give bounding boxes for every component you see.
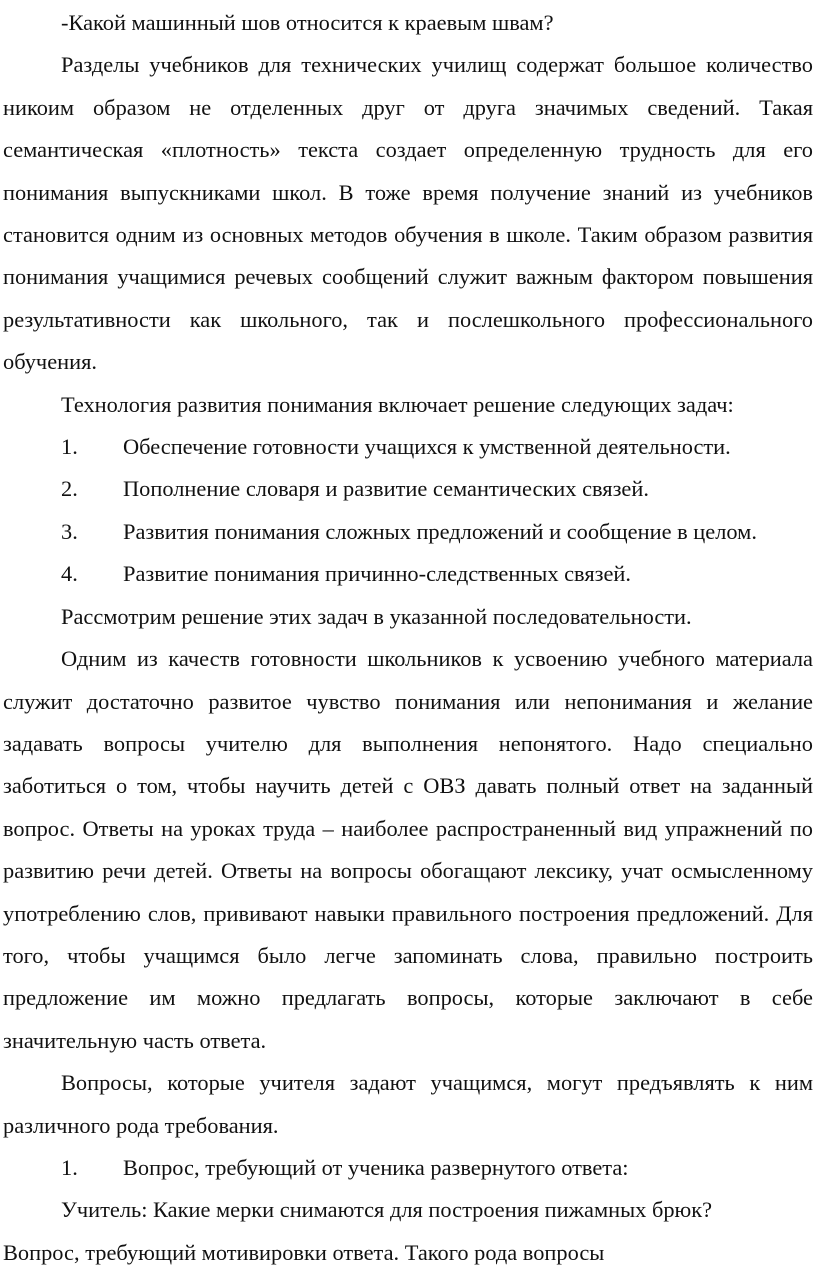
question-types-list	[3, 1147, 813, 1189]
list-item-text: Развития понимания сложных предложений и сообщение в целом.	[123, 518, 757, 544]
list-item-number: 2.	[61, 476, 78, 502]
paragraph-3: Рассмотрим решение этих задач в указанной последовательности.	[61, 603, 692, 629]
paragraph-5: Вопросы, которые учителя задают учащимся, могут предъявлять к ним различного рода требования.	[3, 1070, 813, 1138]
last-line: Вопрос, требующий мотивировки ответа. Такого рода вопросы	[3, 1239, 605, 1265]
list-item	[3, 426, 813, 468]
paragraph-1: Разделы учебников для технических училищ содержат большое количество никоим образом не отделенных друг от друга значимых сведений. Такая семантическая «плотность» текста создает определенную трудность для его понимания выпускниками школ. В тоже время получение знаний из учебников становится одним из основных методов обучения в школе. Таким образом развития понимания учащимися речевых сообщений служит важным фактором повышения результативности как школьного, так и послешкольного профессионального обучения.	[3, 52, 813, 375]
list-item-text: Вопрос, требующий от ученика развернутого ответа:	[123, 1154, 629, 1180]
tasks-list	[3, 426, 813, 596]
list-item	[3, 1147, 813, 1189]
list-item-number: 1.	[61, 434, 78, 460]
list-item	[3, 511, 813, 553]
paragraph-4: Одним из качеств готовности школьников к усвоению учебного материала служит достаточно развитое чувство понимания или непонимания и желание задавать вопросы учителю для выполнения непонятого. Надо специально заботиться о том, чтобы научить детей с ОВЗ давать полный ответ на заданный вопрос. Ответы на уроках труда – наиболее распространенный вид упражнений по развитию речи детей. Ответы на вопросы обогащают лексику, учат осмысленному употреблению слов, прививают навыки правильного построения предложений. Для того, чтобы учащимся было легче запоминать слова, правильно построить предложение им можно предлагать вопросы, которые заключают в себе значительную часть ответа.	[3, 646, 813, 1053]
list-item-number: 3.	[61, 518, 78, 544]
list-item	[3, 553, 813, 595]
list-item-number: 1.	[61, 1154, 78, 1180]
list-item-number: 4.	[61, 561, 78, 587]
question-line: -Какой машинный шов относится к краевым швам?	[61, 10, 554, 35]
example-line: Учитель: Какие мерки снимаются для построения пижамных брюк?	[61, 1197, 713, 1223]
list-item	[3, 468, 813, 510]
list-item-text: Обеспечение готовности учащихся к умственной деятельности.	[123, 434, 731, 460]
paragraph-2: Технология развития понимания включает решение следующих задач:	[61, 391, 734, 417]
list-item-text: Пополнение словаря и развитие семантических связей.	[123, 476, 649, 502]
list-item-text: Развитие понимания причинно-следственных связей.	[123, 561, 631, 587]
